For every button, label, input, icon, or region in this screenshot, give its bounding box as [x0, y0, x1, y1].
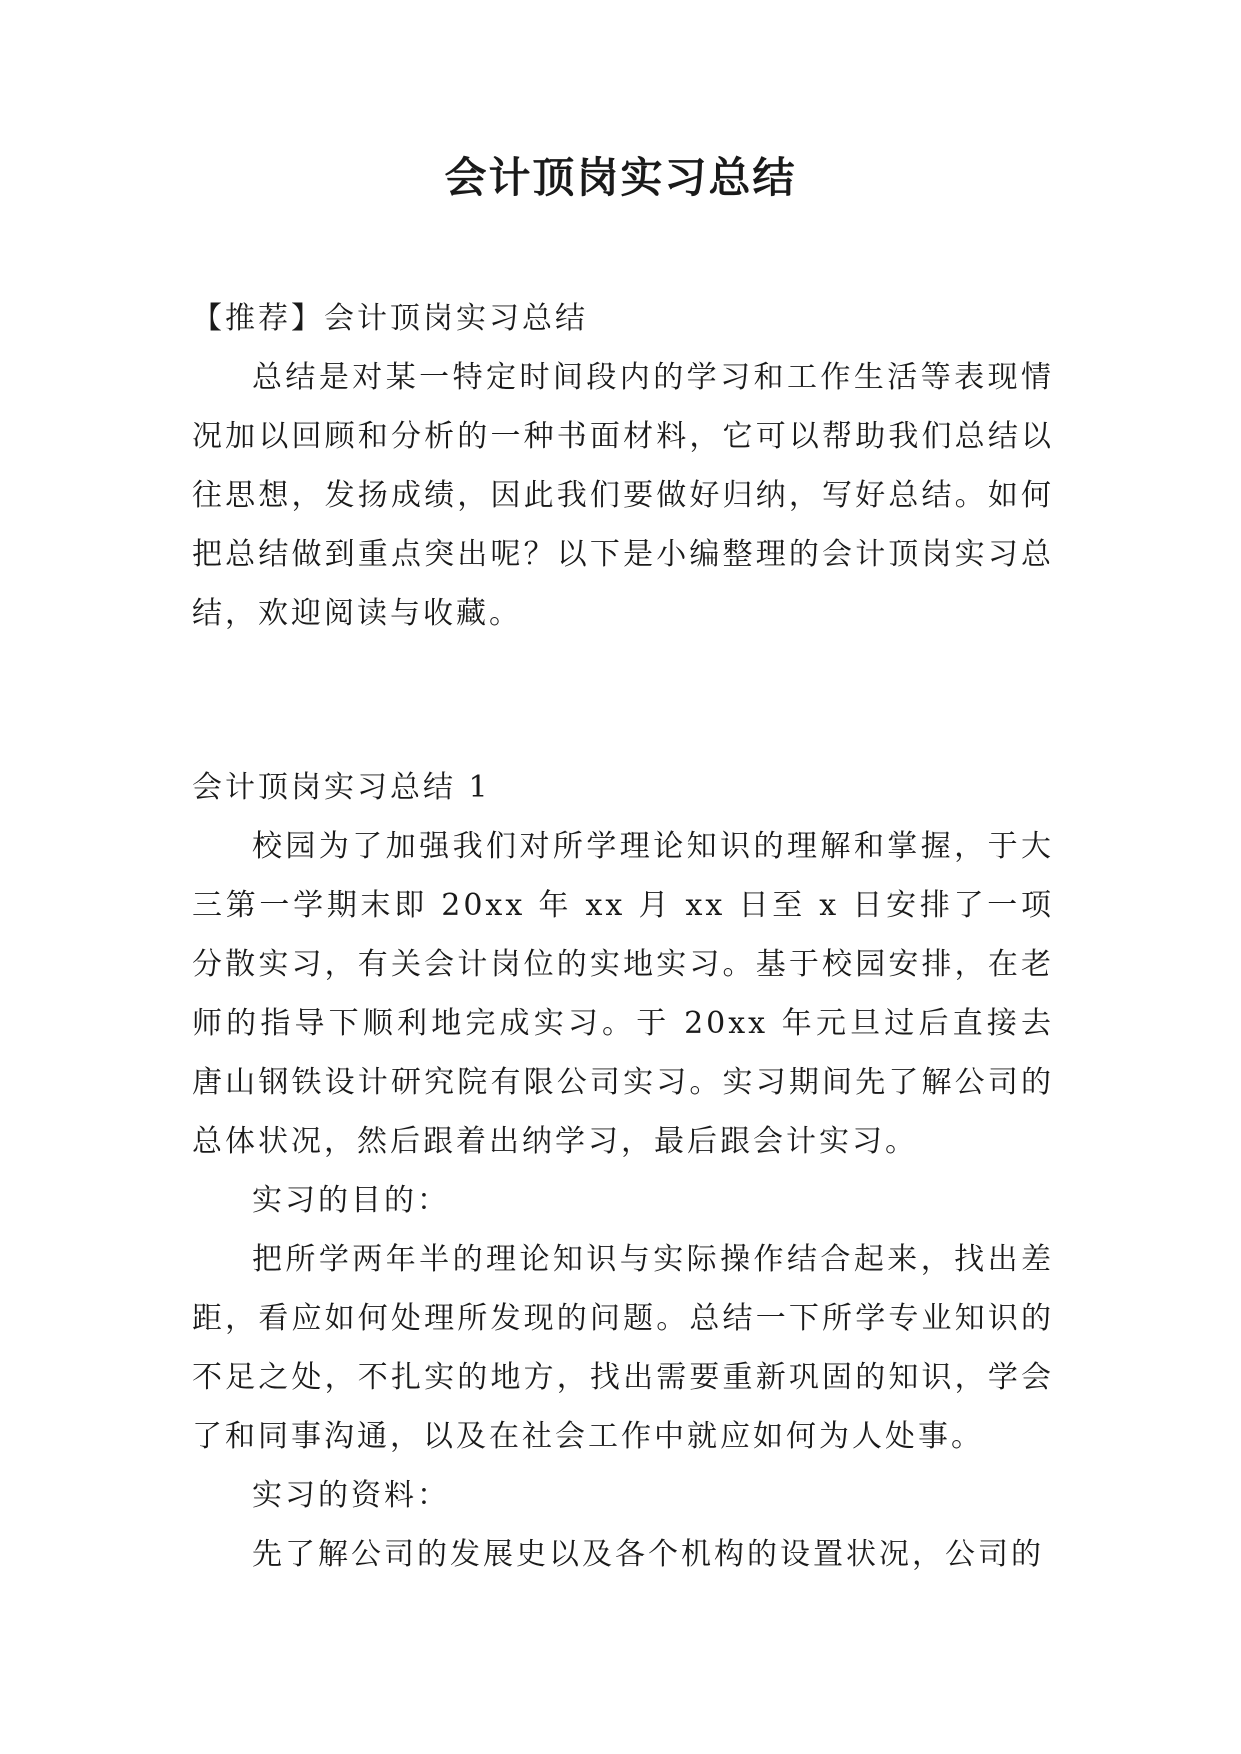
paragraph-materials: 先了解公司的发展史以及各个机构的设置状况，公司的 — [252, 1537, 1044, 1572]
section-1 — [192, 758, 1054, 1584]
document-title: 会计顶岗实习总结 — [444, 153, 797, 202]
paragraph-campus-arrangement: 校园为了加强我们对所学理论知识的理解和掌握，于大三第一学期末即 20xx 年 xx 月 xx 日至 x 日安排了一项分散实习，有关会计岗位的实地实习。基于校园安排，在老师的指导下顺利地完成实习。于 20xx 年元旦过后直接去唐山钢铁设计研究院有限公司实习。实习期间先了解公司的总体状况，然后跟着出纳学习，最后跟会计实习。 — [192, 829, 1054, 1159]
paragraph-purpose-heading: 实习的目的： — [252, 1183, 450, 1218]
intro-paragraph: 总结是对某一特定时间段内的学习和工作生活等表现情况加以回顾和分析的一种书面材料，它可以帮助我们总结以往思想，发扬成绩，因此我们要做好归纳，写好总结。如何把总结做到重点突出呢？以下是小编整理的会计顶岗实习总结，欢迎阅读与收藏。 — [192, 360, 1054, 631]
section-heading: 会计顶岗实习总结 1 — [192, 770, 491, 805]
intro-section — [192, 289, 1054, 643]
intro-heading: 【推荐】会计顶岗实习总结 — [192, 301, 588, 336]
paragraph-purpose: 把所学两年半的理论知识与实际操作结合起来，找出差距，看应如何处理所发现的问题。总结一下所学专业知识的不足之处，不扎实的地方，找出需要重新巩固的知识，学会了和同事沟通，以及在社会工作中就应如何为人处事。 — [192, 1242, 1054, 1454]
paragraph-materials-heading: 实习的资料： — [252, 1478, 450, 1513]
